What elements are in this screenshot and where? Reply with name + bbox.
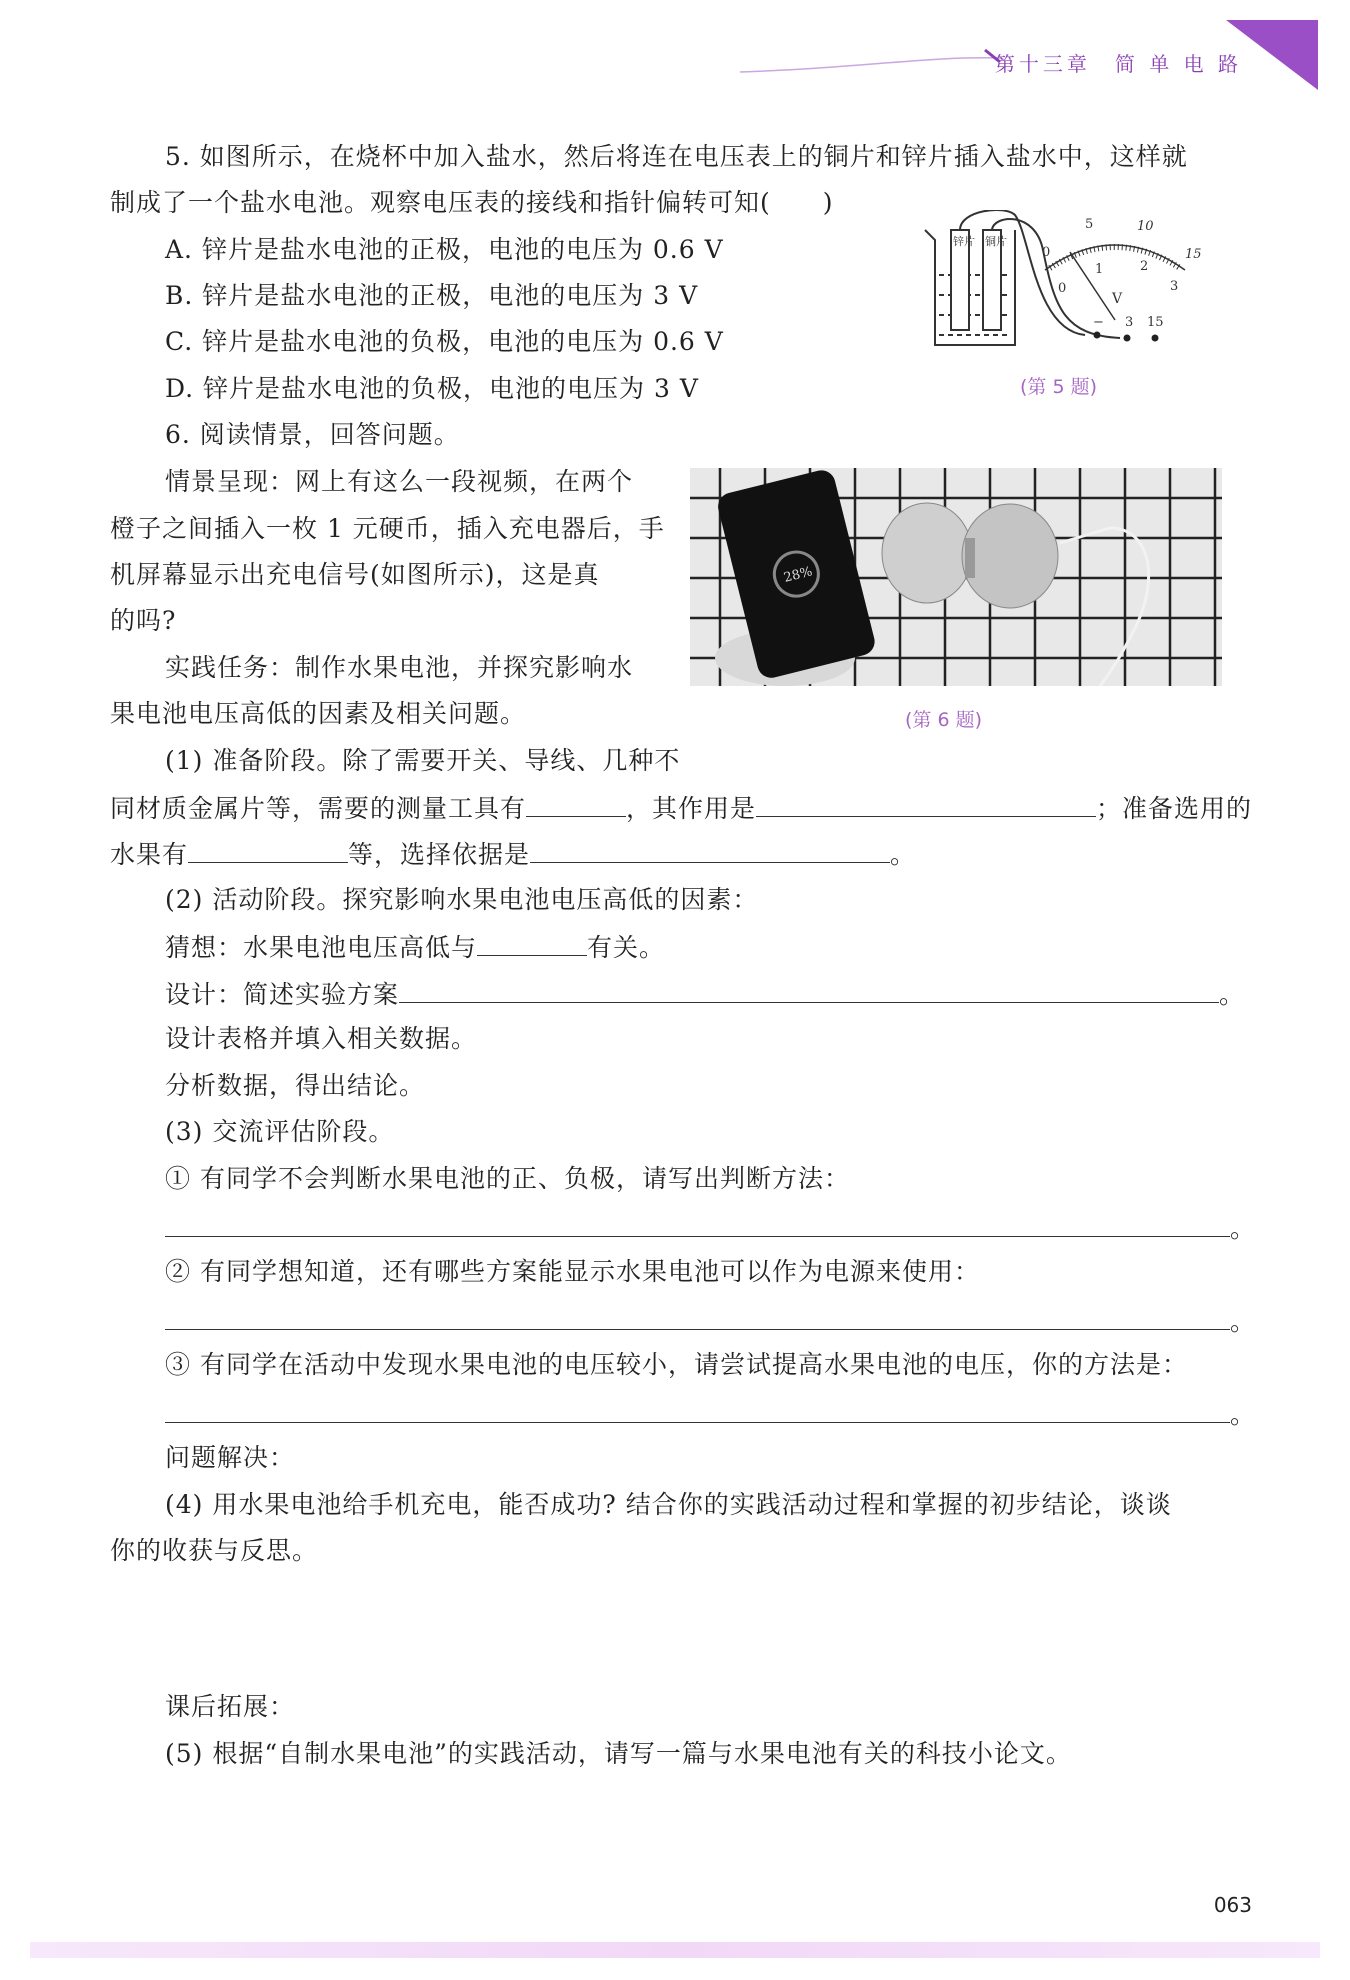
terminal-dot-minus: [1094, 332, 1101, 339]
q6-part1-a: (1) 准备阶段。除了需要开关、导线、几种不: [165, 746, 681, 775]
footer-bar: [30, 1942, 1320, 1958]
q6-part3: (3) 交流评估阶段。: [165, 1117, 395, 1146]
page-number: 063: [1213, 1893, 1252, 1917]
q6-part1-c: [110, 836, 916, 872]
answer-line-1: [165, 1210, 1256, 1246]
q5-caption: (第 5 题): [1020, 376, 1097, 398]
fruit-blank[interactable]: [188, 836, 348, 863]
q6-comment-3: ③ 有同学在活动中发现水果电池的电压较小，请尝试提高水果电池的电压，你的方法是：: [165, 1350, 1188, 1379]
orange-left: [882, 503, 972, 603]
voltmeter-needle: [1070, 252, 1115, 320]
scale-top-5: 5: [1085, 217, 1094, 232]
q5-stem-2: 制成了一个盐水电池。观察电压表的接线和指针偏转可知( ): [110, 188, 834, 217]
q6-caption: (第 6 题): [905, 709, 982, 731]
scale-top-0: 0: [1042, 245, 1051, 260]
tool-purpose-blank[interactable]: [756, 790, 1096, 817]
q6-extension-heading: 课后拓展：: [165, 1692, 296, 1721]
terminal-3: 3: [1125, 315, 1134, 330]
q6-part2: (2) 活动阶段。探究影响水果电池电压高低的因素：: [165, 885, 759, 914]
chapter-title: 第十三章 简 单 电 路: [994, 52, 1242, 76]
answer-line-3: [165, 1396, 1256, 1432]
q6-photo: [690, 468, 1222, 686]
phone-screen-text: 28%: [782, 564, 814, 586]
q6-scene-3: 机屏幕显示出充电信号(如图所示)，这是真: [110, 560, 600, 589]
answer-period-2: 。: [1230, 1307, 1257, 1336]
q6-part1-b-text1: 同材质金属片等，需要的测量工具有: [110, 794, 527, 823]
q6-design: [165, 976, 1245, 1012]
q5-option-d: D. 锌片是盐水电池的负极，电池的电压为 3 V: [165, 374, 699, 403]
copper-label: 铜片: [985, 235, 1007, 248]
terminal-dot-3: [1124, 335, 1131, 342]
scale-bottom-0: 0: [1058, 281, 1067, 296]
q5-stem-1: 5. 如图所示，在烧杯中加入盐水，然后将连在电压表上的铜片和锌片插入盐水中，这样就: [165, 142, 1188, 171]
q6-task-2: 果电池电压高低的因素及相关问题。: [110, 699, 527, 728]
q6-part1-b-text2: ，其作用是: [626, 794, 757, 823]
q5-option-b: B. 锌片是盐水电池的正极，电池的电压为 3 V: [165, 281, 699, 310]
q5-option-c: C. 锌片是盐水电池的负极，电池的电压为 0.6 V: [165, 327, 724, 356]
q6-table: 设计表格并填入相关数据。: [165, 1024, 478, 1053]
design-period: 。: [1219, 980, 1246, 1009]
scale-top-15: 15: [1185, 247, 1202, 262]
measuring-tool-blank[interactable]: [526, 790, 626, 817]
scale-bottom-1: 1: [1095, 262, 1104, 277]
terminal-minus: −: [1093, 315, 1104, 330]
answer-period-1: 。: [1230, 1214, 1257, 1243]
q6-part4-b: 你的收获与反思。: [110, 1536, 319, 1565]
q6-part1-b-text3: ；准备选用的: [1096, 794, 1253, 823]
q6-guess: [165, 929, 665, 965]
zinc-label: 锌片: [953, 235, 975, 248]
scale-bottom-3: 3: [1170, 279, 1179, 294]
answer-period-3: 。: [1230, 1400, 1257, 1429]
scale-top-10: 10: [1137, 219, 1154, 234]
guess-blank[interactable]: [477, 929, 587, 956]
terminal-15: 15: [1147, 315, 1164, 330]
coin: [965, 538, 975, 578]
q5-figure: [915, 210, 1215, 360]
q6-analyze: 分析数据，得出结论。: [165, 1071, 426, 1100]
voltmeter-unit: V: [1112, 291, 1123, 307]
scale-bottom-2: 2: [1140, 259, 1149, 274]
q5-option-a: A. 锌片是盐水电池的正极，电池的电压为 0.6 V: [165, 235, 724, 264]
answer-blank-1[interactable]: [165, 1210, 1230, 1237]
orange-right: [962, 504, 1058, 608]
q6-part1-c-text3: 。: [890, 840, 917, 869]
q6-part1-b: [110, 790, 1252, 826]
answer-blank-3[interactable]: [165, 1396, 1230, 1423]
q6-stem: 6. 阅读情景，回答问题。: [165, 420, 460, 449]
q6-comment-2: ② 有同学想知道，还有哪些方案能显示水果电池可以作为电源来使用：: [165, 1257, 980, 1286]
guess-text1: 猜想：水果电池电压高低与: [165, 933, 478, 962]
answer-line-2: [165, 1303, 1256, 1339]
q6-solve-heading: 问题解决：: [165, 1443, 296, 1472]
q6-part4-a: (4) 用水果电池给手机充电，能否成功? 结合你的实践活动过程和掌握的初步结论，谈谈: [165, 1490, 1172, 1519]
q6-comment-1: ① 有同学不会判断水果电池的正、负极，请写出判断方法：: [165, 1164, 850, 1193]
q6-scene-2: 橙子之间插入一枚 1 元硬币，插入充电器后，手: [110, 514, 665, 543]
q6-scene-1: 情景呈现：网上有这么一段视频，在两个: [165, 467, 634, 496]
q6-part1-c-text2: 等，选择依据是: [348, 840, 531, 869]
answer-blank-2[interactable]: [165, 1303, 1230, 1330]
design-blank[interactable]: [399, 976, 1219, 1003]
q6-part1-c-text1: 水果有: [110, 840, 189, 869]
q6-part5: (5) 根据“自制水果电池”的实践活动，请写一篇与水果电池有关的科技小论文。: [165, 1739, 1072, 1768]
selection-basis-blank[interactable]: [530, 836, 890, 863]
q6-task-1: 实践任务：制作水果电池，并探究影响水: [165, 653, 634, 682]
guess-text2: 有关。: [587, 933, 666, 962]
terminal-dot-15: [1152, 335, 1159, 342]
design-text: 设计：简述实验方案: [165, 980, 400, 1009]
q6-scene-4: 的吗?: [110, 606, 177, 635]
